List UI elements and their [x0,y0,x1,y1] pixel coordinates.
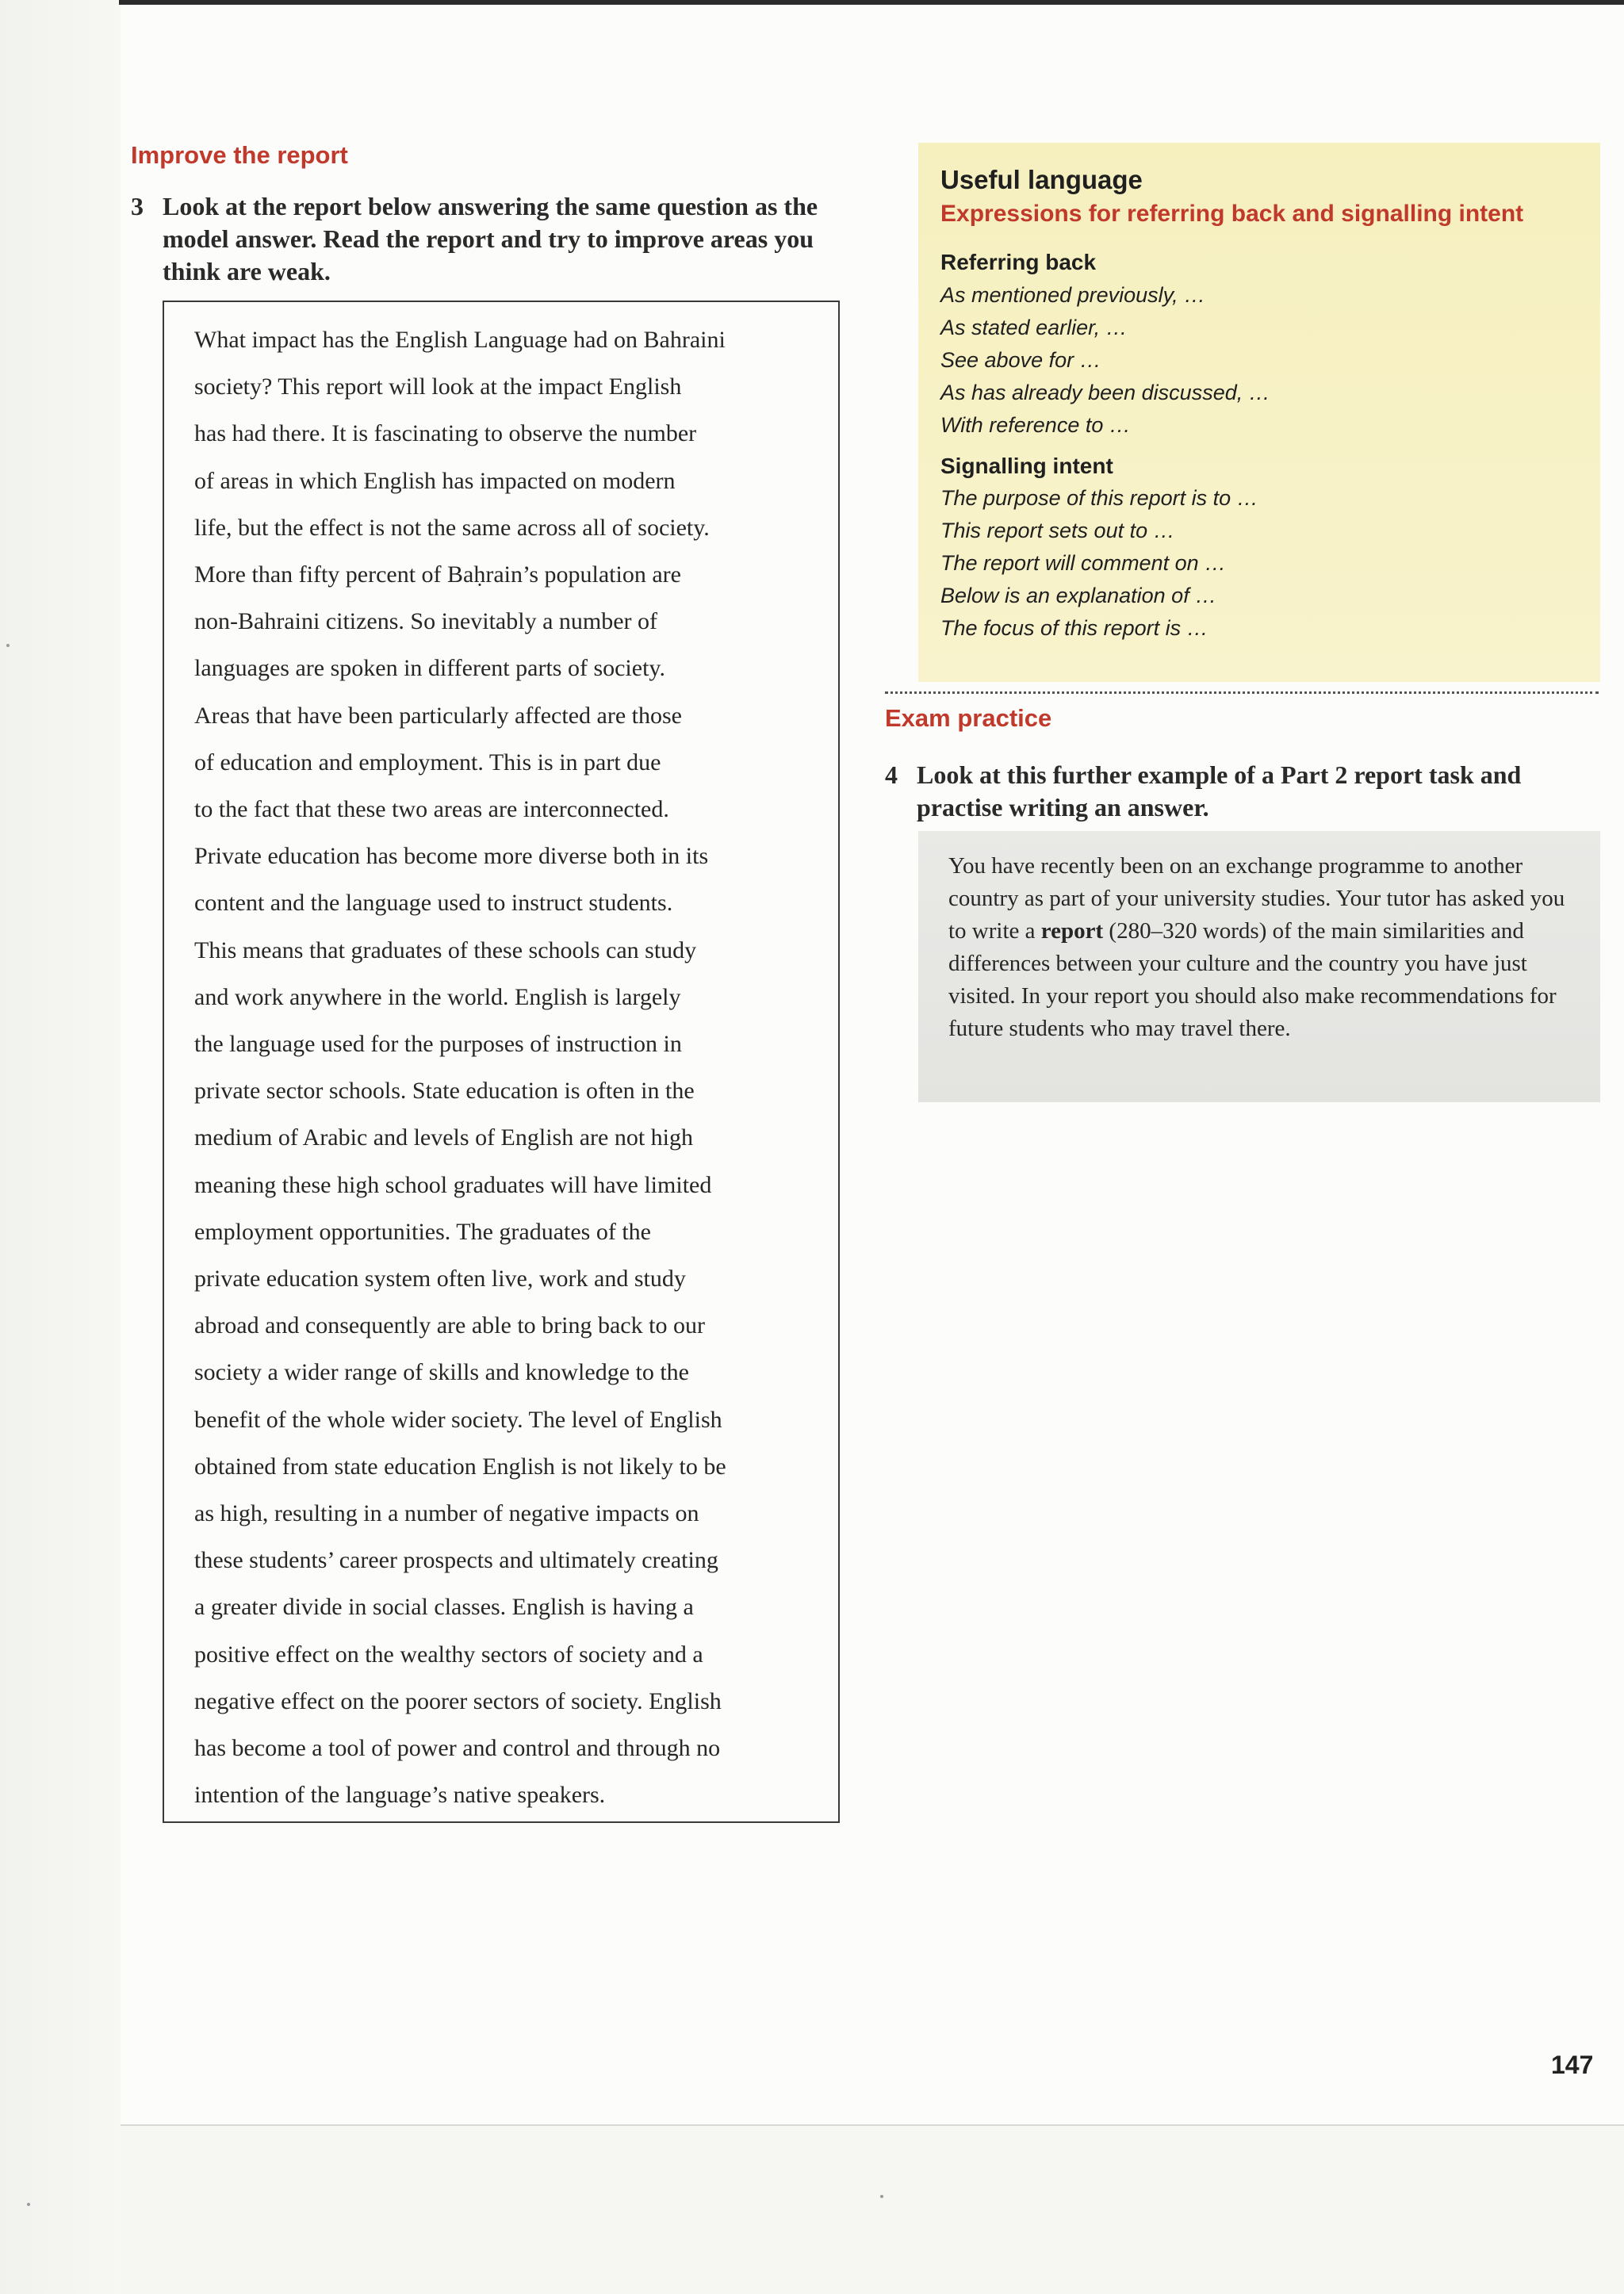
report-body [194,316,821,1819]
page-number: 147 [1551,2051,1594,2079]
section-divider [885,691,1599,694]
list-item: The purpose of this report is to … [940,486,1258,510]
list-item: As has already been discussed, … [940,381,1270,404]
report-line: and work anywhere in the world. English is largely [194,983,681,1010]
report-line: the language used for the purposes of instruction in [194,1031,682,1058]
task-4-number: 4 [885,760,898,789]
report-line: negative effect on the poorer sectors of society. English [194,1687,722,1714]
report-line: private education system often live, work and study [194,1266,686,1293]
scan-margin [0,0,121,2294]
report-line: meaning these high school graduates will have limited [194,1171,712,1198]
list-item: The report will comment on … [940,551,1227,575]
list-item: The focus of this report is … [940,616,1208,640]
prompt-text-end: (280–320 words) of the main similarities and differences between your culture and the country you have just visited. In your report you should also make recommendations for future students who may travel there. [948,918,1557,1041]
scan-speck [27,2203,30,2206]
list-item: Below is an explanation of … [940,584,1217,607]
task-4-instructions: Look at this further example of a Part 2 report task and practise writing an answer. [917,760,1522,821]
useful-language-subtitle: Expressions for referring back and signalling intent [940,201,1524,227]
report-line: Areas that have been particularly affected are those [194,702,682,729]
report-line: has become a tool of power and control and through no [194,1735,721,1762]
useful-language-box [918,143,1600,682]
signalling-intent-list [940,482,1258,645]
report-line: More than fifty percent of Baḥrain’s population are [194,561,681,588]
report-line: has had there. It is fascinating to observe the number [194,420,697,447]
report-line: a greater divide in social classes. English is having a [194,1594,694,1621]
task-3-instructions: Look at the report below answering the same question as the model answer. Read the report and try to improve areas you think are weak. [163,192,818,285]
report-line: these students’ career prospects and ultimately creating [194,1547,718,1574]
list-item: With reference to … [940,413,1131,437]
referring-back-list [940,279,1270,442]
report-line: medium of Arabic and levels of English are not high [194,1124,694,1151]
exam-task-box [918,831,1600,1102]
report-line: employment opportunities. The graduates of the [194,1218,651,1245]
list-item: As mentioned previously, … [940,283,1206,307]
report-line: private sector schools. State education is often in the [194,1078,695,1105]
list-item: As stated earlier, … [940,316,1128,339]
report-line: abroad and consequently are able to bring back to our [194,1312,705,1339]
task-3-number: 3 [131,192,144,220]
list-item: See above for … [940,348,1101,372]
prompt-text-start: You have recently been on an exchange programme to another country as part of your university studies. Your tutor has asked you to write a [948,853,1565,944]
improve-report-heading: Improve the report [131,141,348,169]
report-line: What impact has the English Language had on Bahraini [194,327,726,353]
report-line: This means that graduates of these schools can study [194,936,697,963]
report-line: non-Bahraini citizens. So inevitably a number of [194,608,658,635]
task-4 [885,759,1599,830]
report-line: of areas in which English has impacted on modern [194,467,676,494]
signalling-intent-heading: Signalling intent [940,454,1113,478]
task-3 [131,190,829,289]
report-line: society a wider range of skills and knowledge to the [194,1359,689,1386]
report-line: of education and employment. This is in part due [194,749,661,776]
report-line: society? This report will look at the impact English [194,373,682,400]
scan-speck [6,644,10,647]
exam-task-prompt [948,850,1583,1045]
report-line: benefit of the whole wider society. The level of English [194,1406,722,1433]
exam-practice-heading: Exam practice [885,704,1052,732]
report-line: obtained from state education English is not likely to be [194,1453,726,1480]
report-line: life, but the effect is not the same across all of society. [194,514,710,541]
list-item: This report sets out to … [940,519,1175,542]
report-text-box [163,301,840,1823]
report-line: intention of the language’s native speakers. [194,1782,606,1809]
report-line: to the fact that these two areas are interconnected. [194,796,669,823]
report-line: languages are spoken in different parts of society. [194,655,665,682]
report-line: content and the language used to instruct students. [194,890,673,917]
scan-speck [880,2195,883,2198]
report-line: positive effect on the wealthy sectors of society and a [194,1641,703,1668]
referring-back-heading: Referring back [940,250,1097,274]
useful-language-title: Useful language [940,165,1143,194]
prompt-keyword: report [1040,918,1104,944]
report-line: as high, resulting in a number of negative impacts on [194,1500,699,1527]
report-line: Private education has become more diverse both in its [194,843,709,870]
